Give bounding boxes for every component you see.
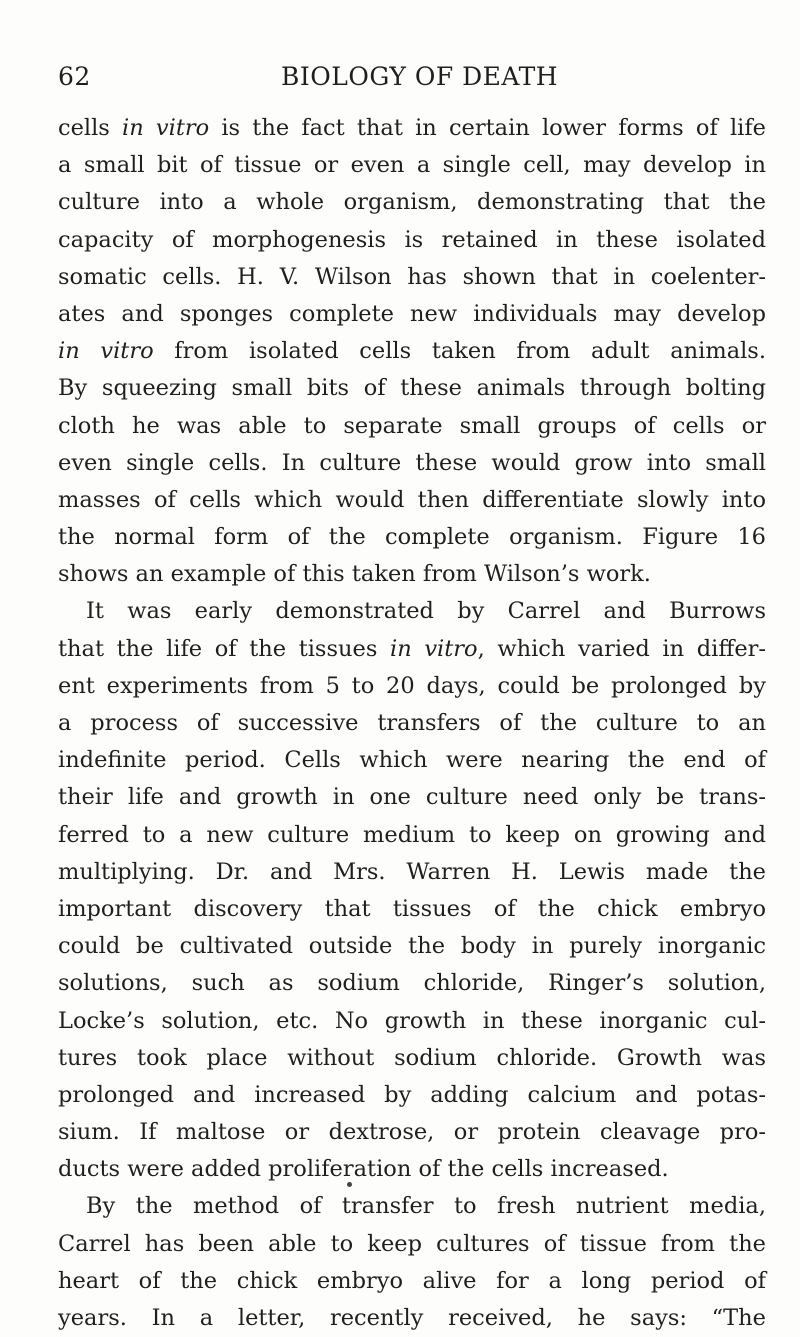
page-header — [56, 62, 756, 102]
text-line: solutions, such as sodium chloride, Ringer’s solution, — [58, 970, 766, 997]
text-line: ates and sponges complete new individuals may develop — [58, 300, 766, 327]
text-line: multiplying. Dr. and Mrs. Warren H. Lewis made the — [58, 858, 766, 885]
ink-dot — [347, 1182, 352, 1187]
text-line: ent experiments from 5 to 20 days, could be prolonged by — [58, 672, 766, 699]
paragraph-first-line: It was early demonstrated by Carrel and Burrows — [86, 598, 766, 625]
text-line: somatic cells. H. V. Wilson has shown that in coelenter- — [58, 263, 766, 290]
text-line: prolonged and increased by adding calcium and potas- — [58, 1081, 766, 1108]
text-line: the normal form of the complete organism. Figure 16 — [58, 524, 766, 551]
italic-term: in vitro — [122, 115, 210, 141]
page-number: 62 — [58, 62, 91, 91]
text-line: important discovery that tissues of the chick embryo — [58, 895, 766, 922]
text-line: their life and growth in one culture need only be trans- — [58, 784, 766, 811]
text-line: a small bit of tissue or even a single cell, may develop in — [58, 152, 766, 179]
text-line: ferred to a new culture medium to keep on growing and — [58, 821, 766, 848]
text-line: a process of successive transfers of the culture to an — [58, 710, 766, 736]
text-line: cloth he was able to separate small groups of cells or — [58, 412, 766, 439]
italic-term: in vitro — [390, 635, 478, 662]
text-line: heart of the chick embryo alive for a long period of — [58, 1267, 766, 1294]
body-text — [58, 110, 766, 1337]
text-line: even single cells. In culture these would grow into small — [58, 449, 766, 476]
text-line: masses of cells which would then differentiate slowly into — [58, 486, 766, 513]
running-title: BIOLOGY OF DEATH — [281, 62, 559, 91]
text-line: tures took place without sodium chloride. Growth was — [58, 1044, 766, 1071]
text-line: By squeezing small bits of these animals through bolting — [58, 375, 766, 402]
text-line: cells in vitro is the fact that in certain lower forms of life — [58, 115, 766, 141]
text-line: culture into a whole organism, demonstrating that the — [58, 189, 766, 216]
text-line: indefinite period. Cells which were nearing the end of — [58, 747, 766, 774]
paragraph-first-line: By the method of transfer to fresh nutrient media, — [86, 1193, 766, 1220]
text-line: Carrel has been able to keep cultures of tissue from the — [58, 1230, 766, 1257]
text-line: capacity of morphogenesis is retained in these isolated — [58, 226, 766, 253]
text-line: shows an example of this taken from Wilson’s work. — [58, 561, 651, 588]
text-line: in vitro from isolated cells taken from adult animals. — [58, 338, 767, 365]
text-line: ducts were added proliferation of the cells increased. — [58, 1156, 669, 1183]
text-line: sium. If maltose or dextrose, or protein cleavage pro- — [58, 1119, 766, 1146]
text-line: Locke’s solution, etc. No growth in these inorganic cul- — [58, 1007, 766, 1034]
text-line: years. In a letter, recently received, he says: “The — [58, 1305, 766, 1331]
text-line: could be cultivated outside the body in purely inorganic — [58, 933, 766, 960]
text-line: that the life of the tissues in vitro, which varied in differ- — [58, 635, 766, 662]
italic-term: in vitro — [58, 338, 154, 365]
